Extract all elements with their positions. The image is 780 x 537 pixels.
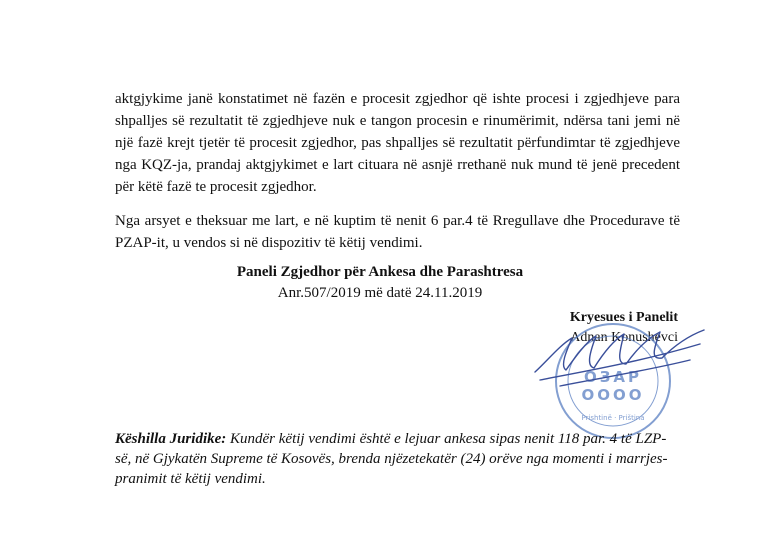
legal-advice-line: pranimit të këtij vendimi. xyxy=(115,471,266,487)
president-title: Kryesues i Panelit xyxy=(569,310,678,325)
text-line: Nga arsyet e theksuar me lart, e në kuptim të nenit 6 par.4 të Rregullave dhe Procedurave të xyxy=(115,213,680,229)
panel-name: Paneli Zgjedhor për Ankesa dhe Parashtresa xyxy=(236,264,524,280)
legal-advice-title: Këshilla Juridike: xyxy=(115,431,227,447)
president-name: Adnan Konushevci xyxy=(570,330,678,345)
stamp-edge-text: Prishtinë · Priština xyxy=(581,414,645,422)
legal-advice-line: së, në Gjykatën Supreme të Kosovës, brenda njëzetekatër (24) orëve nga momenti i marrjes- xyxy=(115,451,668,467)
text-line: aktgjykime janë konstatimet në fazën e procesit zgjedhor që ishte procesi i zgjedhjeve para xyxy=(115,91,680,107)
legal-advice-text: Kundër këtij vendimi është e lejuar ankesa sipas nenit 118 par. 4 të LZP- xyxy=(226,431,667,447)
text-line: nga KQZ-ja, prandaj aktgjykimet e lart cituara në asnjë rrethanë nuk mund të jenë precedent xyxy=(115,157,680,173)
stamp-top-letters: ОЗАР xyxy=(583,368,643,386)
text-line: shpalljes së rezultatit të zgjedhjeve nuk e tangon procesin e rinumërimit, ndërsa tani jemi në xyxy=(115,113,680,129)
panel-reference: Anr.507/2019 më datë 24.11.2019 xyxy=(277,285,483,301)
official-stamp xyxy=(556,324,670,438)
text-line: për këtë fazë te procesit zgjedhor. xyxy=(115,179,317,195)
legal-advice-line xyxy=(115,429,680,449)
text-line: një fazë krejt tjetër të procesit zgjedhor, pas shpalljes së rezultatit përfundimtar të zgjedhjeve xyxy=(115,135,680,151)
stamp-bottom-letters: ОООО xyxy=(581,386,645,404)
text-line: PZAP-it, u vendos si në dispozitiv të këtij vendimi. xyxy=(115,235,423,251)
legal-advice xyxy=(115,429,680,489)
